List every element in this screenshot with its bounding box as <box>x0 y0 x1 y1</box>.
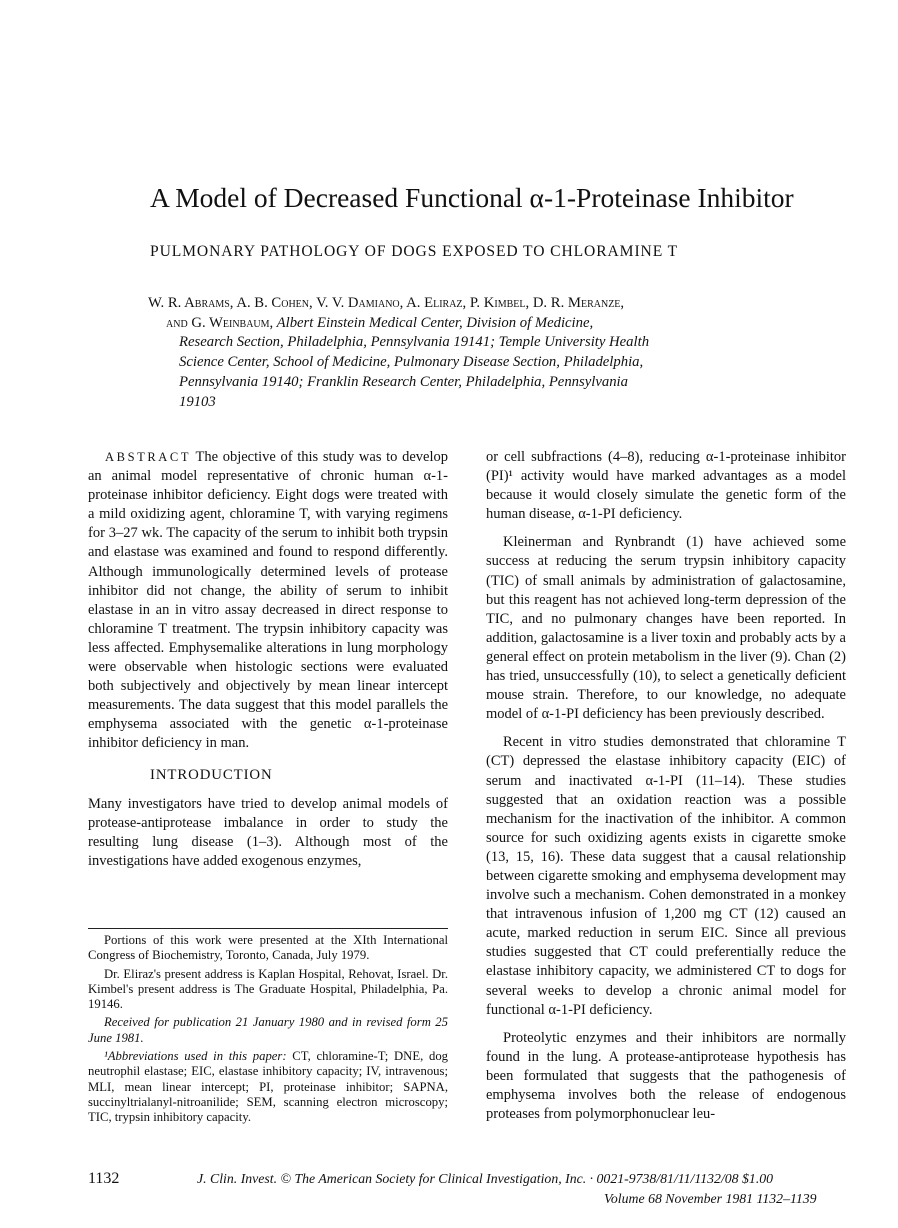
author-line-6: 19103 <box>179 393 216 410</box>
article-title: A Model of Decreased Functional α-1-Proteinase Inhibitor <box>150 182 794 213</box>
author-line-1: W. R. Abrams, A. B. Cohen, V. V. Damiano, A. Eliraz, P. Kimbel, D. R. Meranze, <box>148 295 625 311</box>
abstract-text: The objective of this study was to develop an animal model representative of chronic human α-1-proteinase inhibitor deficiency. Eight dogs were treated with a mild oxidizing agent, chloramine T, with varying regimens for 3–27 wk. The capacity of the serum to inhibit both trypsin and elastase was examined and found to respond differently. Although immunologically determined levels of protease inhibitor did not change, the ability of serum to inhibit elastase in an in vitro assay decreased in direct response to chloramine T treatment. The trypsin inhibitory capacity was less affected. Emphysemalike alterations in lung morphology were observable when histologic sections were evaluated both subjectively and objectively by mean linear intercept measurements. The data suggest that this model parallels the emphysema associated with the genetic α-1-proteinase inhibitor deficiency in man. <box>88 449 448 752</box>
footnotes <box>88 928 448 1129</box>
introduction-heading: INTRODUCTION <box>150 766 273 783</box>
right-paragraph-4: Proteolytic enzymes and their inhibitors are normally found in the lung. A protease-antiprotease hypothesis has been formulated that suggests that the pathogenesis of emphysema involves both the release of endogenous proteases from polymorphonuclear leu- <box>486 1029 846 1123</box>
abstract-label: ABSTRACT <box>105 450 192 464</box>
right-paragraph-2: Kleinerman and Rynbrandt (1) have achieved some success at reducing the serum trypsin inhibitory capacity (TIC) of small animals by administration of galactosamine, but this reagent has not achieved long-term depression of the TIC, and no pulmonary changes have been reported. In addition, galactosamine is a liver toxin and probably acts by a general effect on protein metabolism in the liver (9). Chan (2) has tried, unsuccessfully (10), to select a genetically deficient mouse strain. Therefore, to our knowledge, no adequate model of α-1-PI deficiency has been previously described. <box>486 534 846 723</box>
footnote-presented: Portions of this work were presented at the XIth International Congress of Biochemistry, Toronto, Canada, July 1979. <box>88 933 448 963</box>
author-names-2: and G. Weinbaum, <box>166 314 274 331</box>
author-line-5: Pennsylvania 19140; Franklin Research Center, Philadelphia, Pennsylvania <box>179 373 628 390</box>
author-line-4: Science Center, School of Medicine, Pulmonary Disease Section, Philadelphia, <box>179 354 644 371</box>
footnote-addresses: Dr. Eliraz's present address is Kaplan Hospital, Rehovat, Israel. Dr. Kimbel's present address is The Graduate Hospital, Philadelphia, Pa. 19146. <box>88 966 448 1012</box>
intro-paragraph-1: Many investigators have tried to develop animal models of protease-antiprotease imbalance in order to study the resulting lung disease (1–3). Although most of the investigations have added exogenous enzymes, <box>88 795 448 869</box>
page-number: 1132 <box>88 1170 120 1187</box>
author-block <box>148 294 888 412</box>
right-paragraph-1: or cell subfractions (4–8), reducing α-1-proteinase inhibitor (PI)¹ activity would have marked advantages as a model because it would closely simulate the genetic form of the human disease, α-1-PI deficiency. <box>486 449 846 523</box>
author-line-3: Research Section, Philadelphia, Pennsylvania 19141; Temple University Health <box>179 334 650 351</box>
right-paragraph-3: Recent in vitro studies demonstrated that chloramine T (CT) depressed the elastase inhibitory capacity (EIC) of serum and inactivated α-1-PI (11–14). These studies suggested that an oxidation reaction was a possible mechanism for the inactivation of the inhibitor. A common source for such oxidizing agents exists in cigarette smoke (13, 15, 16). These data suggest that a causal relationship between cigarette smoking and emphysema development may involve such a mechanism. Cohen demonstrated in a monkey that intravenous infusion of 1,200 mg CT (12) caused an acute, marked reduction in serum EIC. Since all previous studies suggested that CT could preferentially reduce the elastase inhibitory capacity, we administered CT to dogs for several weeks to develop a chronic animal model for functional α-1-PI deficiency. <box>486 734 846 1018</box>
volume-info: Volume 68 November 1981 1132–1139 <box>604 1191 817 1206</box>
footnote-received: Received for publication 21 January 1980 and in revised form 25 June 1981. <box>88 1015 448 1045</box>
right-column <box>486 448 846 1133</box>
journal-citation: J. Clin. Invest. © The American Society for Clinical Investigation, Inc. · 0021-9738/81/11/1132/08 $1.00 <box>197 1171 774 1186</box>
footnote-abbreviations: ¹Abbreviations used in this paper: CT, chloramine-T; DNE, dog neutrophil elastase; EIC, elastase inhibitory capacity; IV, intravenous; MLI, mean linear intercept; PI, proteinase inhibitor; SAPNA, succinyltrialanyl-nitroanilide; SEM, scanning electron microscopy; TIC, trypsin inhibitory capacity. <box>88 1049 449 1125</box>
abstract <box>88 448 448 754</box>
author-line-2 <box>148 314 888 334</box>
affiliation-2: Albert Einstein Medical Center, Division of Medicine, <box>273 314 594 331</box>
article-subtitle: PULMONARY PATHOLOGY OF DOGS EXPOSED TO CHLORAMINE T <box>150 243 679 260</box>
left-column <box>88 448 448 880</box>
